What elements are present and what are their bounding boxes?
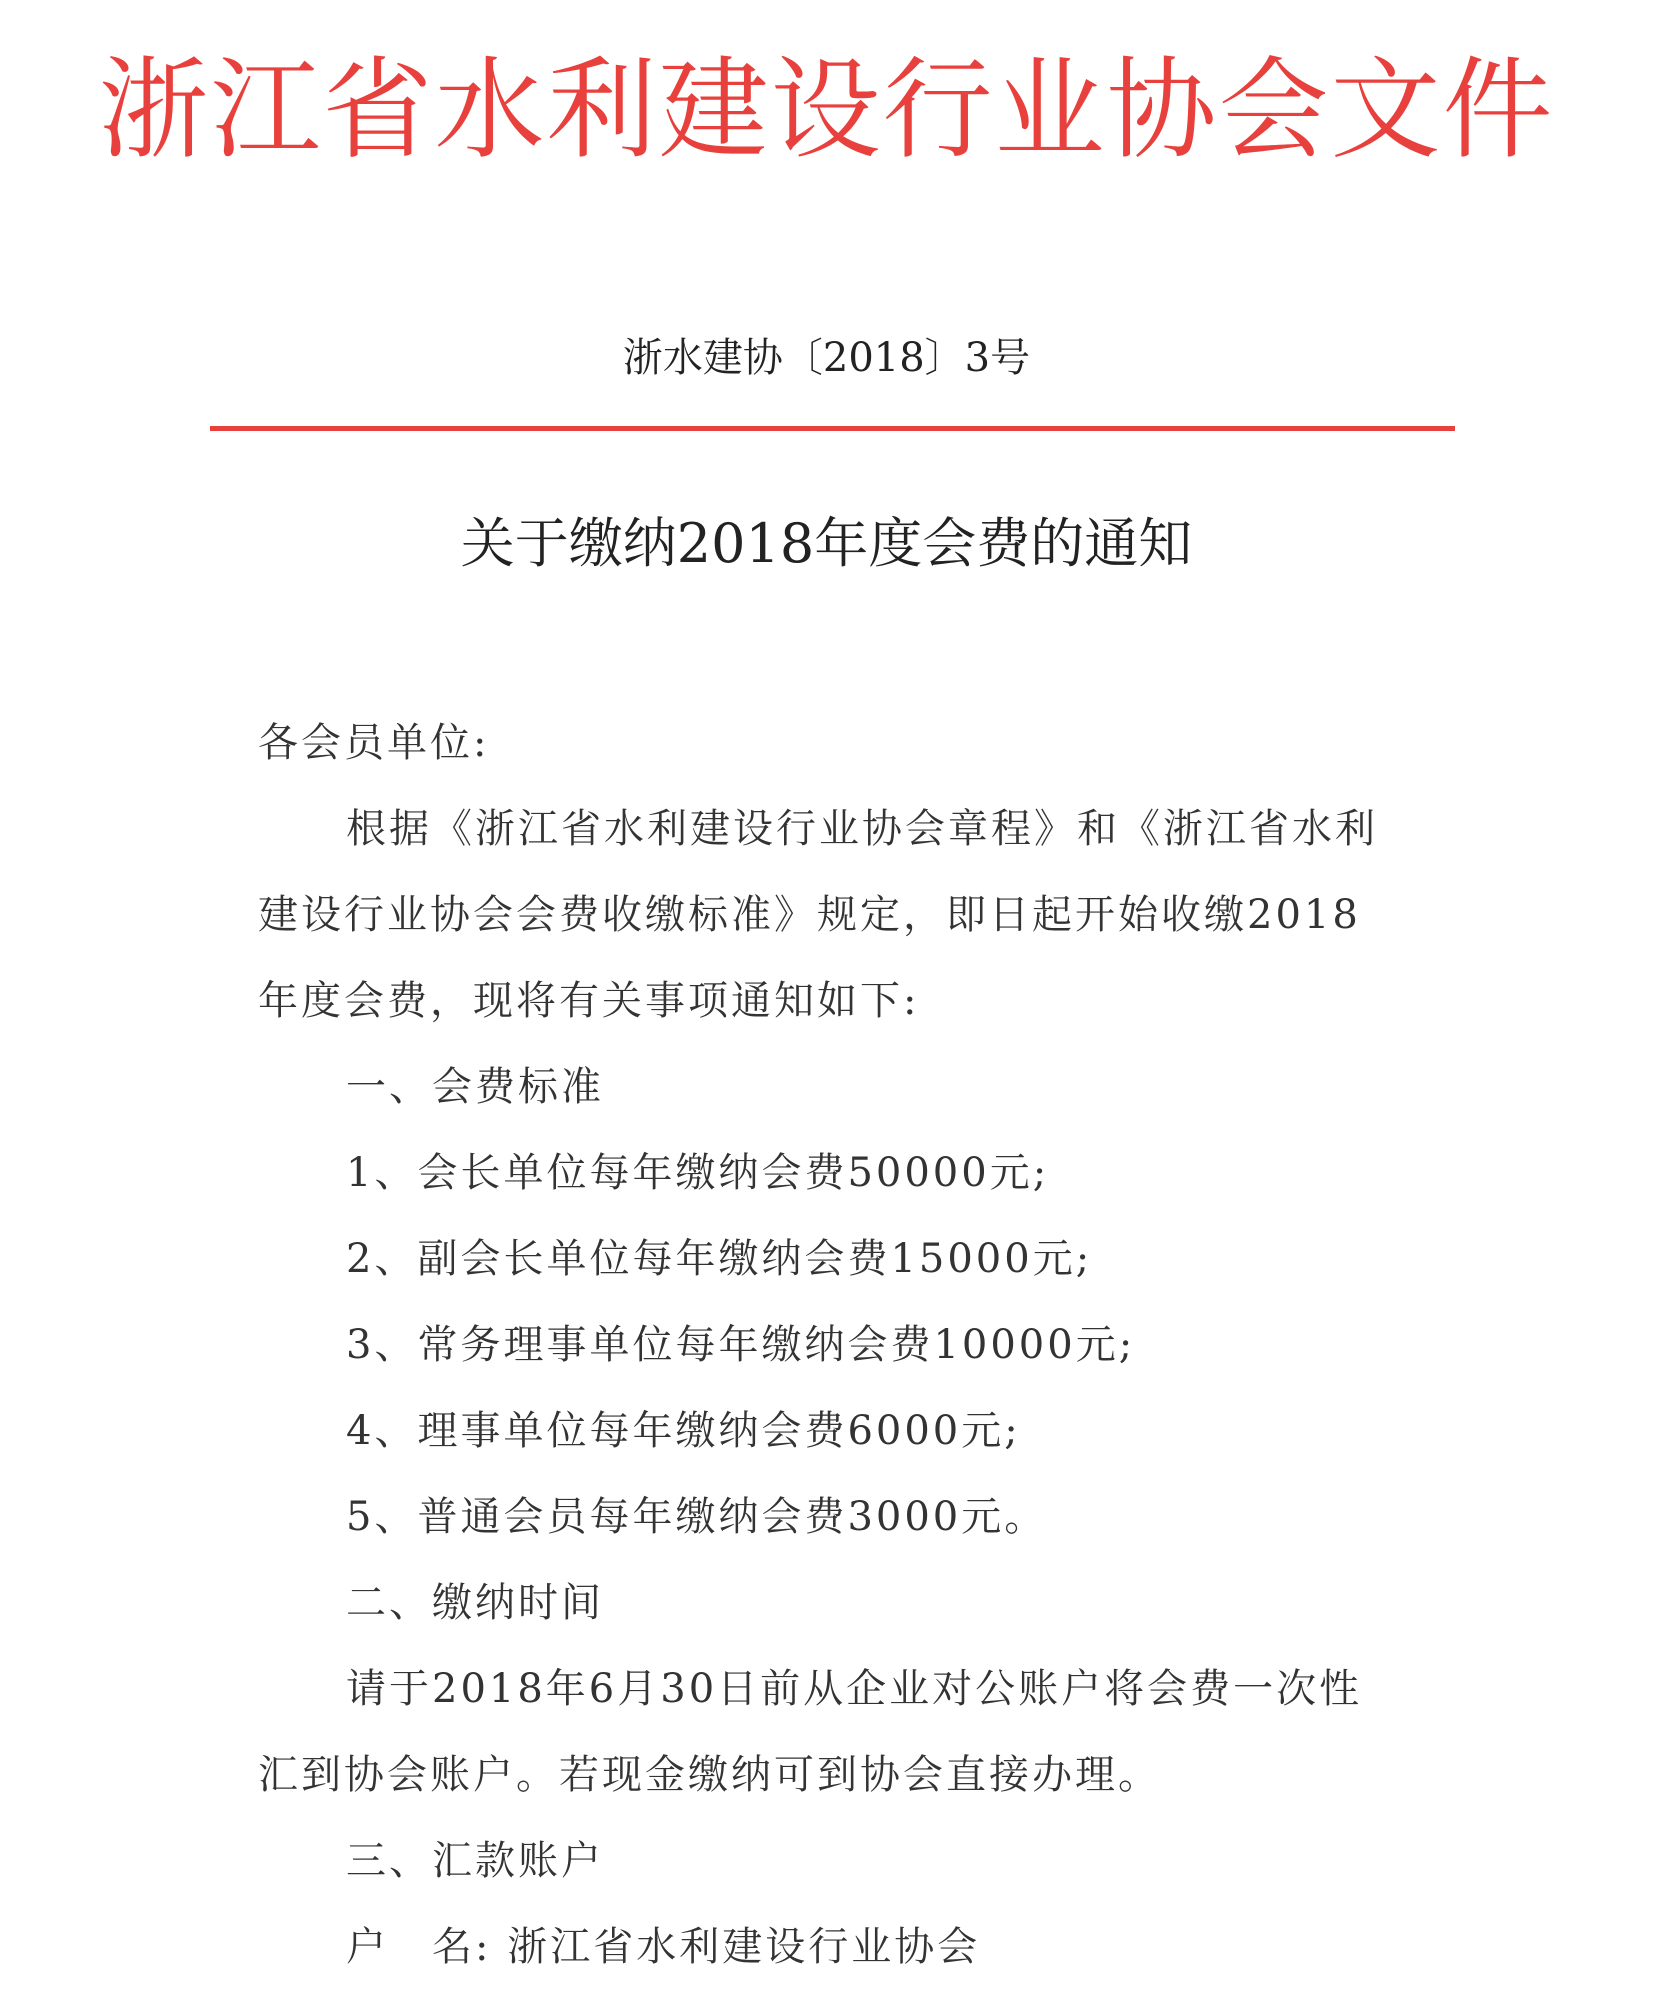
issuing-organization-title: 浙江省水利建设行业协会文件 [98, 46, 1555, 174]
fee-item: 3、常务理事单位每年缴纳会费10000元; [346, 1322, 1136, 1368]
fee-item: 4、理事单位每年缴纳会费6000元; [346, 1408, 1021, 1454]
intro-paragraph-line: 根据《浙江省水利建设行业协会章程》和《浙江省水利 [346, 806, 1378, 852]
section-heading-fee-standard: 一、会费标准 [346, 1064, 604, 1110]
payment-time-line: 请于2018年6月30日前从企业对公账户将会费一次性 [346, 1666, 1363, 1712]
payment-time-line: 汇到协会账户。若现金缴纳可到协会直接办理。 [258, 1752, 1161, 1798]
notice-title: 关于缴纳2018年度会费的通知 [460, 512, 1193, 575]
red-divider-line [210, 426, 1455, 431]
intro-paragraph-line: 年度会费，现将有关事项通知如下: [258, 978, 920, 1024]
section-heading-remittance-account: 三、汇款账户 [346, 1838, 604, 1884]
section-heading-payment-time: 二、缴纳时间 [346, 1580, 604, 1626]
fee-item: 1、会长单位每年缴纳会费50000元; [346, 1150, 1050, 1196]
intro-paragraph-line: 建设行业协会会费收缴标准》规定，即日起开始收缴2018 [258, 892, 1361, 938]
salutation: 各会员单位: [258, 720, 490, 766]
fee-item: 2、副会长单位每年缴纳会费15000元; [346, 1236, 1093, 1282]
document-number: 浙水建协〔2018〕3号 [622, 335, 1031, 381]
notice-body [258, 700, 1408, 1990]
account-name-line: 户 名: 浙江省水利建设行业协会 [346, 1924, 981, 1970]
fee-item: 5、普通会员每年缴纳会费3000元。 [346, 1494, 1048, 1540]
